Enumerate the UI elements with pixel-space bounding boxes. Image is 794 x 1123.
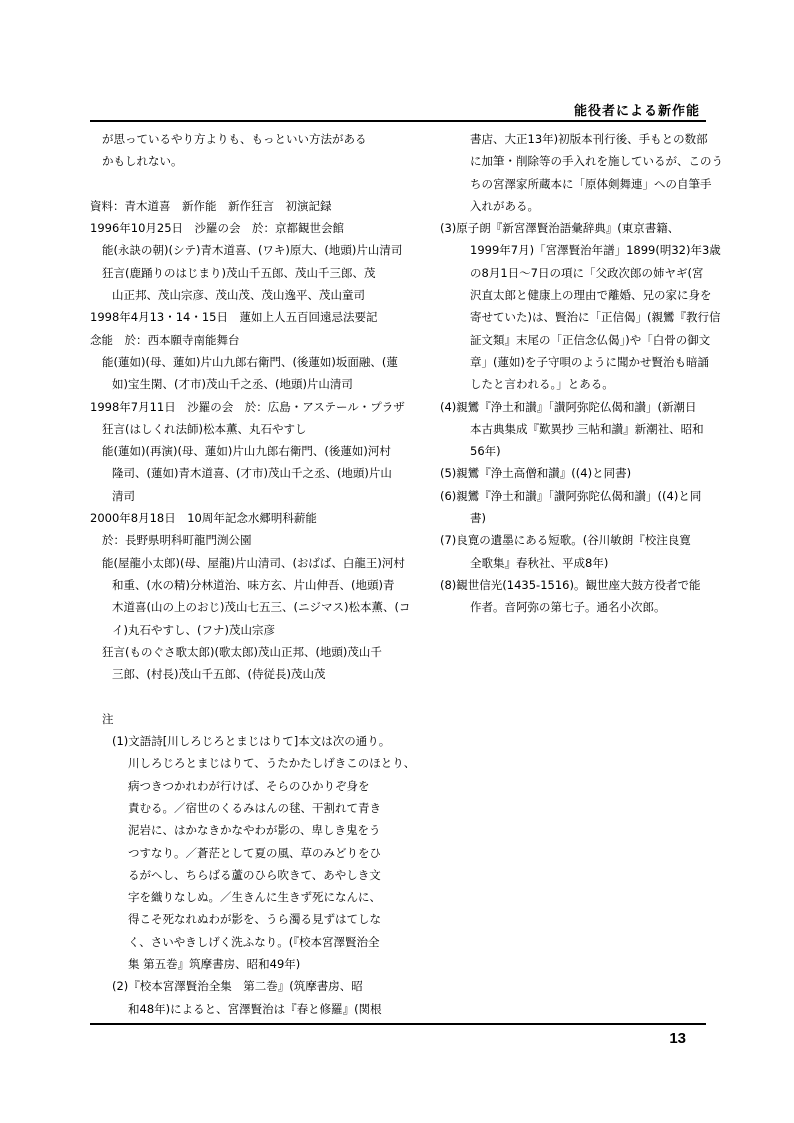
text-line: 能(蓮如)(再演)(母、蓮如)片山九郎右衛門、(後蓮如)河村 xyxy=(102,444,391,459)
text-line: の8月1日～7日の項に「父政次郎の姉ヤギ(宮 xyxy=(470,265,704,280)
text-line: 木道喜(山の上のおじ)茂山七五三、(ニジマス)松本薫、(コ xyxy=(112,600,411,615)
text-line: 章」(蓮如)を子守唄のように聞かせ賢治も暗誦 xyxy=(470,354,709,369)
text-line: 注 xyxy=(102,711,114,726)
header-title: 能役者による新作能 xyxy=(573,104,700,119)
header-rule xyxy=(90,120,706,122)
text-line: 本古典集成『歎異抄 三帖和讃』新潮社、昭和 xyxy=(470,421,704,436)
text-line: 寄せていた)は、賢治に「正信偈」(親鸞『教行信 xyxy=(470,310,721,325)
text-line: 能(永訣の朝)(シテ)青木道喜、(ワキ)原大、(地頭)片山清司 xyxy=(102,243,403,258)
text-line: 病つきつかれわが行けば、そらのひかりぞ身を xyxy=(128,778,370,793)
right-column xyxy=(440,128,723,619)
text-line: 三郎、(村長)茂山千五郎、(侍従長)茂山茂 xyxy=(112,667,326,682)
text-line: 1999年7月)「宮澤賢治年譜」1899(明32)年3歳 xyxy=(470,243,721,258)
text-line: 書店、大正13年)初版本刊行後、手もとの数部 xyxy=(470,132,708,146)
text-line: ちの宮澤家所蔵本に「原体剣舞連」への自筆手 xyxy=(470,176,712,191)
text-line: るがへし、ちらばる蘆のひら吹きて、あやしき文 xyxy=(128,867,381,882)
text-line: 集 第五巻』筑摩書房、昭和49年) xyxy=(128,956,301,971)
text-line: 2000年8月18日 10周年記念水郷明科薪能 xyxy=(90,511,317,526)
footer-rule xyxy=(90,1023,706,1025)
text-line: (1)文語詩[川しろじろとまじはりて]本文は次の通り。 xyxy=(112,734,391,749)
text-line: 1998年4月13・14・15日 蓮如上人五百回遠忌法要記 xyxy=(90,310,378,325)
text-line: く、さいやきしげく洗ふなり。(『校本宮澤賢治全 xyxy=(128,934,380,949)
text-line: 隆司、(蓮如)青木道喜、(才市)茂山千之丞、(地頭)片山 xyxy=(112,466,392,481)
text-line: したと言われる。」とある。 xyxy=(470,377,614,392)
blank-line xyxy=(90,685,390,707)
text-line: 沢直太郎と健康上の理由で離婚、兄の家に身を xyxy=(470,288,712,303)
text-line: 和重、(水の精)分林道治、味方玄、片山伸吾、(地頭)青 xyxy=(112,577,395,592)
text-line: 責むる。／宿世のくるみはんの毬、干割れて青き xyxy=(128,800,381,815)
text-line: イ)丸石やすし、(フナ)茂山宗彦 xyxy=(112,622,275,637)
text-line: かもしれない。 xyxy=(102,154,183,169)
text-line: 於：長野県明科町龍門渕公園 xyxy=(102,533,252,548)
text-line: 全歌集』春秋社、平成8年) xyxy=(470,555,609,570)
text-line: 証文類』末尾の「正信念仏偈」)や「白骨の御文 xyxy=(470,332,711,347)
text-line: 字を織りなしぬ。／生きんに生きず死になんに、 xyxy=(128,890,381,905)
text-line: 作者。音阿弥の第七子。通名小次郎。 xyxy=(470,600,666,615)
text-line: (8)観世信光(1435-1516)。観世座大鼓方役者で能 xyxy=(440,577,701,592)
text-line: 得こそ死なれぬわが影を、うら濁る見ずはてしな xyxy=(128,912,381,927)
text-line: (4)親鸞『浄土和讃』「讃阿弥陀仏偈和讃」(新潮日 xyxy=(440,399,697,414)
text-line: 山正邦、茂山宗彦、茂山茂、茂山逸平、茂山童司 xyxy=(112,288,365,303)
text-line: 如)宝生閑、(才市)茂山千之丞、(地頭)片山清司 xyxy=(112,377,353,392)
text-line: 和48年)によると、宮澤賢治は『春と修羅』(関根 xyxy=(128,1001,382,1016)
text-line: 56年) xyxy=(470,444,501,459)
text-line: つすなり。／蒼茫として夏の風、草のみどりをひ xyxy=(128,845,381,860)
text-line: (2)『校本宮澤賢治全集 第二巻』(筑摩書房、昭 xyxy=(112,979,363,994)
text-line: (3)原子朗『新宮澤賢治語彙辞典』(東京書籍、 xyxy=(440,221,680,236)
page-number: 13 xyxy=(669,1030,686,1047)
text-line: 能(屋龍小太郎)(母、屋龍)片山清司、(おばば、白龍王)河村 xyxy=(102,555,405,570)
text-line: 能(蓮如)(母、蓮如)片山九郎右衛門、(後蓮如)坂面融、(蓮 xyxy=(102,354,398,369)
text-line: 1998年7月11日 沙羅の会 於：広島・アステール・プラザ xyxy=(90,399,405,414)
text-line: (5)親鸞『浄土高僧和讃』((4)と同書) xyxy=(440,466,632,481)
text-line: 川しろじろとまじはりて、うたかたしげきこのほとり、 xyxy=(128,756,416,771)
text-line: 清司 xyxy=(112,488,135,503)
blank-line xyxy=(90,173,390,195)
text-line: 書) xyxy=(470,511,486,526)
text-line: 泥岩に、はかなきかなやわが影の、卑しき鬼をう xyxy=(128,823,381,838)
left-column xyxy=(90,128,416,1020)
text-line: 狂言(はしくれ法師)松本薫、丸石やすし xyxy=(102,421,307,436)
text-line: 念能 於：西本願寺南能舞台 xyxy=(90,332,240,347)
text-line: (7)良寛の遺墨にある短歌。(谷川敏朗『校注良寛 xyxy=(440,533,691,548)
text-line: 狂言(ものぐさ歌太郎)(歌太郎)茂山正邦、(地頭)茂山千 xyxy=(102,644,382,659)
text-line: 入れがある。 xyxy=(470,198,539,213)
text-line: が思っているやり方よりも、もっといい方法がある xyxy=(102,132,367,146)
text-line: 狂言(鹿踊りのはじまり)茂山千五郎、茂山千三郎、茂 xyxy=(102,265,376,280)
text-line: 1996年10月25日 沙羅の会 於：京都観世会館 xyxy=(90,221,345,236)
text-line: 資料：青木道喜 新作能 新作狂言 初演記録 xyxy=(90,198,332,213)
text-line: (6)親鸞『浄土和讃』「讃阿弥陀仏偈和讃」((4)と同 xyxy=(440,488,702,503)
text-line: に加筆・削除等の手入れを施しているが、このう xyxy=(470,154,723,169)
